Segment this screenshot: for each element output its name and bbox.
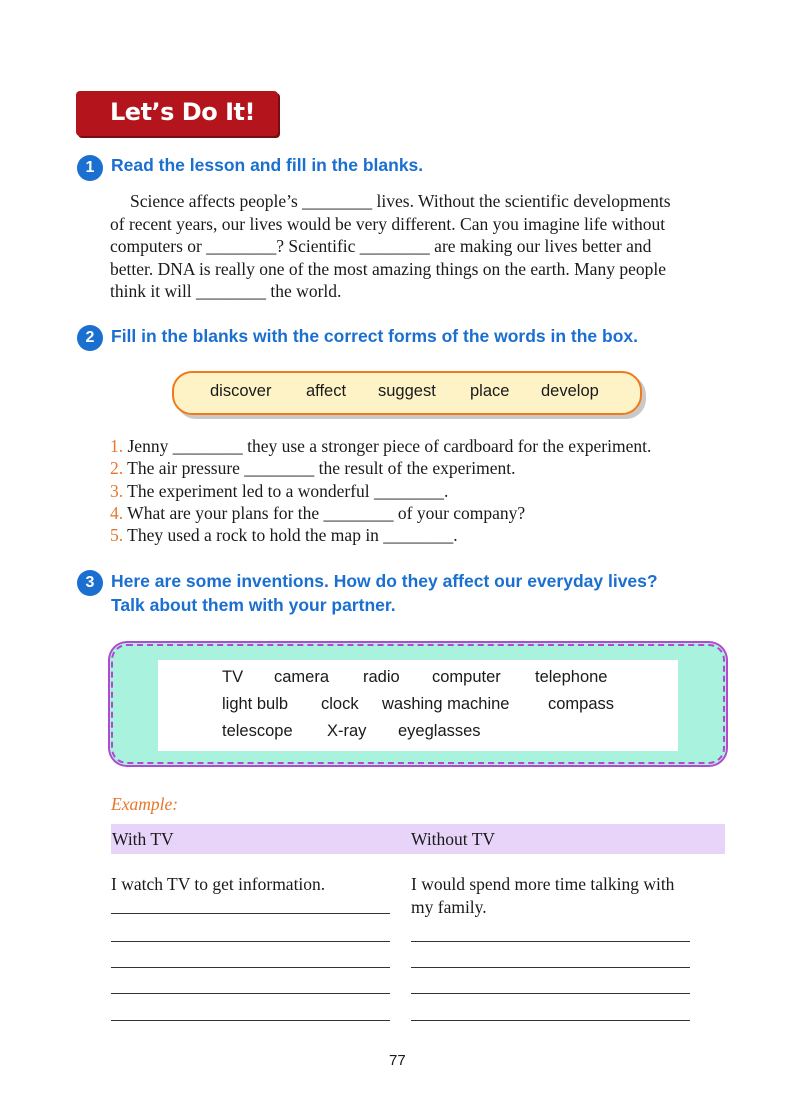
title-banner: [76, 91, 278, 136]
word-box-item: affect: [306, 382, 347, 400]
section-3-number: 3: [77, 570, 103, 596]
invention-word: light bulb: [222, 695, 289, 713]
word-box: [172, 371, 642, 415]
invention-word: radio: [363, 668, 400, 686]
section-1-passage: [110, 190, 730, 303]
passage-line: think it will ________ the world.: [110, 281, 342, 301]
page-title: Let’s Do It!: [110, 98, 255, 126]
word-box-item: develop: [541, 382, 599, 400]
list-item: 3. The experiment led to a wonderful ________.: [110, 480, 449, 501]
answer-line[interactable]: [111, 913, 390, 914]
invention-word: X-ray: [327, 722, 367, 740]
example-answer-without-line-1: I would spend more time talking with: [411, 874, 675, 894]
list-item: 4. What are your plans for the ________ of your company?: [110, 502, 526, 523]
word-box-item: place: [470, 382, 510, 400]
invention-word: camera: [274, 668, 330, 686]
passage-line: Science affects people’s ________ lives. Without the scientific developments: [130, 191, 671, 211]
list-item: 5. They used a rock to hold the map in ________.: [110, 525, 458, 546]
invention-word: computer: [432, 668, 501, 686]
example-table-header: [111, 824, 725, 854]
answer-line[interactable]: [411, 967, 690, 968]
passage-line: of recent years, our lives would be very different. Can you imagine life without: [110, 213, 666, 234]
section-2-heading: Fill in the blanks with the correct forms of the words in the box.: [111, 326, 638, 346]
list-item: 2. The air pressure ________ the result of the experiment.: [110, 458, 516, 479]
column-header-with: With TV: [112, 829, 174, 849]
section-3-heading-line-2: Talk about them with your partner.: [111, 595, 396, 615]
invention-word: telescope: [222, 722, 293, 740]
answer-line[interactable]: [111, 993, 390, 994]
list-item: 1. Jenny ________ they use a stronger piece of cardboard for the experiment.: [110, 436, 652, 456]
section-2-number: 2: [77, 325, 103, 351]
invention-word: eyeglasses: [398, 722, 481, 740]
invention-word: compass: [548, 695, 615, 713]
section-1-number: 1: [77, 155, 103, 181]
section-3-heading-line-1: Here are some inventions. How do they affect our everyday lives?: [111, 571, 658, 591]
invention-word: telephone: [535, 668, 608, 686]
invention-word: TV: [222, 668, 244, 686]
exercise-list: [110, 435, 651, 546]
example-label: Example:: [111, 794, 179, 814]
section-1-heading: Read the lesson and fill in the blanks.: [111, 155, 424, 175]
answer-line[interactable]: [411, 941, 690, 942]
passage-line: computers or ________? Scientific ________ are making our lives better and: [110, 236, 652, 256]
example-answer-without-line-2: my family.: [411, 897, 487, 917]
word-box-item: discover: [210, 382, 272, 400]
page-number: 77: [389, 1052, 406, 1069]
answer-line[interactable]: [111, 1020, 390, 1021]
answer-line[interactable]: [111, 967, 390, 968]
column-header-without: Without TV: [411, 829, 496, 849]
answer-line[interactable]: [411, 1020, 690, 1021]
passage-line: better. DNA is really one of the most amazing things on the earth. Many people: [110, 258, 666, 279]
answer-line[interactable]: [411, 993, 690, 994]
answer-line[interactable]: [111, 941, 390, 942]
invention-word: clock: [321, 695, 359, 713]
example-answer-with: I watch TV to get information.: [111, 874, 326, 894]
word-box-item: suggest: [378, 382, 436, 400]
invention-word: washing machine: [382, 695, 510, 713]
